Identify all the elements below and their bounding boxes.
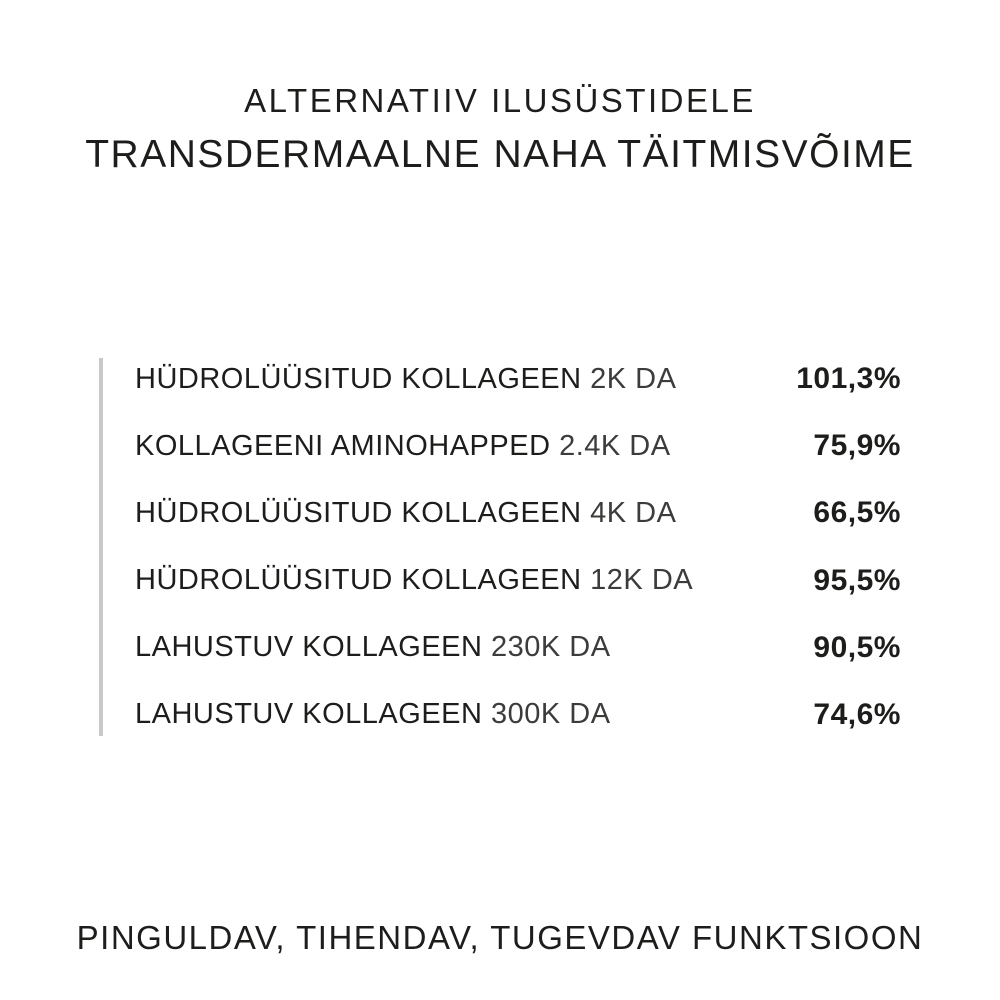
percentage-value: 101,3%	[796, 362, 901, 395]
percentage-value: 66,5%	[813, 496, 901, 530]
table-row	[135, 358, 901, 400]
page-header	[0, 82, 1000, 177]
ingredient-name: KOLLAGEENI AMINOHAPPED	[135, 429, 551, 462]
percentage-value: 75,9%	[813, 429, 901, 463]
molecular-weight: 2K DA	[590, 362, 677, 395]
row-label	[135, 698, 611, 731]
subtitle: ALTERNATIIV ILUSÜSTIDELE	[244, 82, 756, 119]
row-label	[135, 363, 676, 396]
percentage-value: 90,5%	[813, 630, 901, 664]
ingredient-name: HÜDROLÜÜSITUD KOLLAGEEN	[135, 564, 582, 597]
molecular-weight: 4K DA	[590, 496, 677, 529]
footer-text: PINGULDAV, TIHENDAV, TUGEVDAV FUNKTSIOON	[76, 919, 924, 956]
ingredient-name: LAHUSTUV KOLLAGEEN	[135, 631, 483, 664]
molecular-weight: 300K DA	[491, 698, 611, 731]
molecular-weight: 230K DA	[491, 631, 611, 664]
row-label	[135, 430, 671, 463]
ingredient-name: LAHUSTUV KOLLAGEEN	[135, 698, 483, 731]
ingredient-name: HÜDROLÜÜSITUD KOLLAGEEN	[135, 362, 582, 395]
collagen-table	[99, 358, 901, 736]
page-title: TRANSDERMAALNE NAHA TÄITMISVÕIME	[85, 133, 915, 176]
percentage-value: 95,5%	[813, 563, 901, 597]
percentage-value: 74,6%	[813, 697, 901, 731]
table-row	[135, 560, 901, 602]
row-label	[135, 564, 693, 597]
table-row	[135, 492, 901, 534]
row-label	[135, 631, 611, 664]
molecular-weight: 12K DA	[590, 564, 694, 597]
row-label	[135, 497, 676, 530]
molecular-weight: 2.4K DA	[559, 429, 671, 462]
table-row	[135, 627, 901, 669]
ingredient-name: HÜDROLÜÜSITUD KOLLAGEEN	[135, 496, 582, 529]
table-row	[135, 694, 901, 736]
table-row	[135, 425, 901, 467]
